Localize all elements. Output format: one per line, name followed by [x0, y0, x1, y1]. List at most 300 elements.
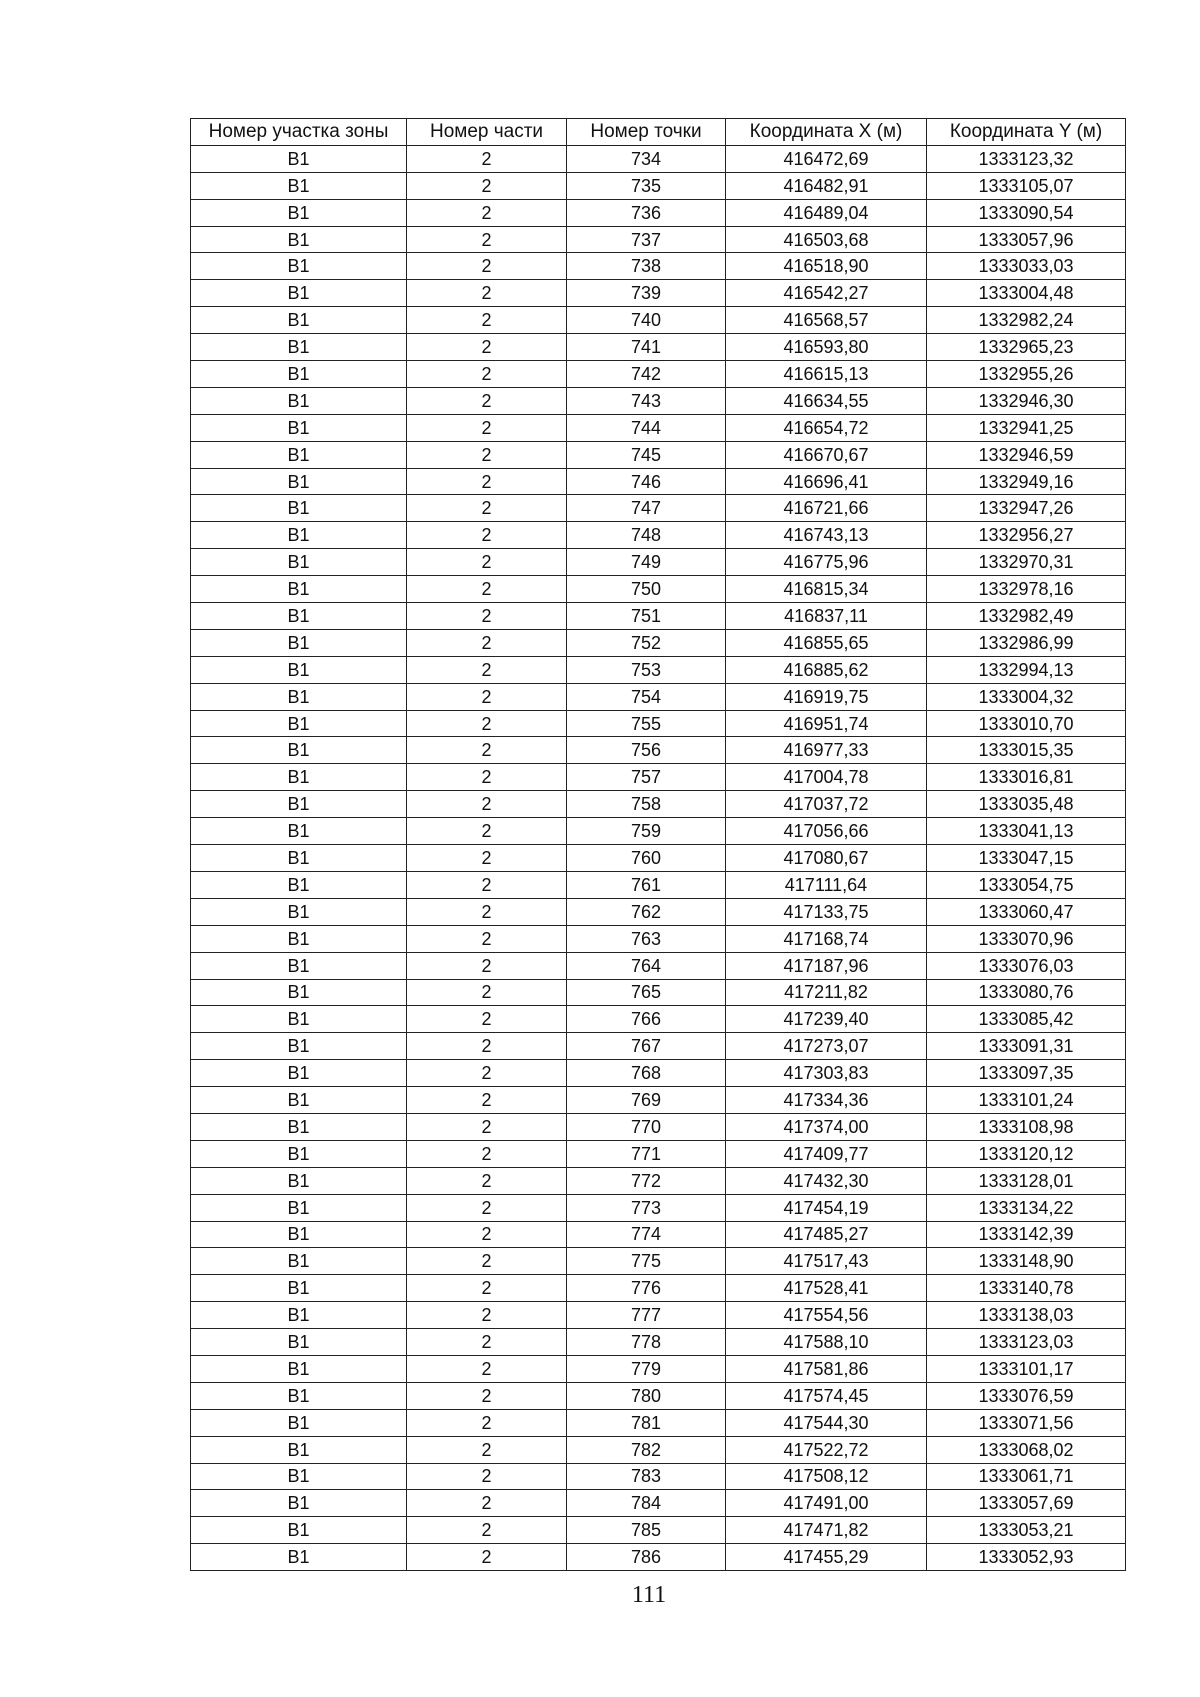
- cell-part-number: 2: [407, 172, 567, 199]
- table-row: [191, 1409, 1126, 1436]
- cell-zone-section: В1: [191, 1167, 407, 1194]
- cell-coordinate-y: 1333120,12: [927, 1140, 1126, 1167]
- cell-point-number: 761: [567, 871, 726, 898]
- table-row: [191, 791, 1126, 818]
- cell-coordinate-y: 1333004,48: [927, 280, 1126, 307]
- cell-part-number: 2: [407, 1517, 567, 1544]
- cell-coordinate-y: 1333035,48: [927, 791, 1126, 818]
- header-zone-section: Номер участка зоны: [191, 119, 407, 146]
- cell-part-number: 2: [407, 791, 567, 818]
- cell-zone-section: В1: [191, 845, 407, 872]
- cell-zone-section: В1: [191, 656, 407, 683]
- cell-point-number: 765: [567, 979, 726, 1006]
- table-row: [191, 495, 1126, 522]
- table-row: [191, 764, 1126, 791]
- cell-coordinate-y: 1333016,81: [927, 764, 1126, 791]
- cell-coordinate-x: 417037,72: [726, 791, 927, 818]
- cell-point-number: 746: [567, 468, 726, 495]
- table-row: [191, 737, 1126, 764]
- table-row: [191, 925, 1126, 952]
- cell-zone-section: В1: [191, 1194, 407, 1221]
- cell-point-number: 754: [567, 683, 726, 710]
- cell-coordinate-x: 417455,29: [726, 1544, 927, 1571]
- cell-part-number: 2: [407, 871, 567, 898]
- cell-coordinate-x: 417508,12: [726, 1463, 927, 1490]
- cell-coordinate-x: 417485,27: [726, 1221, 927, 1248]
- cell-coordinate-x: 417239,40: [726, 1006, 927, 1033]
- cell-zone-section: В1: [191, 468, 407, 495]
- cell-part-number: 2: [407, 1060, 567, 1087]
- cell-coordinate-x: 416568,57: [726, 307, 927, 334]
- cell-zone-section: В1: [191, 1033, 407, 1060]
- cell-zone-section: В1: [191, 1329, 407, 1356]
- cell-zone-section: В1: [191, 818, 407, 845]
- table-row: [191, 1275, 1126, 1302]
- cell-part-number: 2: [407, 495, 567, 522]
- cell-coordinate-x: 416919,75: [726, 683, 927, 710]
- table-body: [191, 145, 1126, 1570]
- cell-zone-section: В1: [191, 253, 407, 280]
- cell-coordinate-y: 1333148,90: [927, 1248, 1126, 1275]
- cell-zone-section: В1: [191, 172, 407, 199]
- table-row: [191, 441, 1126, 468]
- cell-point-number: 764: [567, 952, 726, 979]
- cell-point-number: 753: [567, 656, 726, 683]
- cell-part-number: 2: [407, 818, 567, 845]
- table-row: [191, 1436, 1126, 1463]
- cell-part-number: 2: [407, 253, 567, 280]
- cell-coordinate-y: 1333101,17: [927, 1355, 1126, 1382]
- cell-coordinate-x: 417303,83: [726, 1060, 927, 1087]
- cell-coordinate-x: 416593,80: [726, 334, 927, 361]
- cell-coordinate-y: 1333097,35: [927, 1060, 1126, 1087]
- cell-coordinate-x: 416634,55: [726, 387, 927, 414]
- header-coordinate-x: Координата X (м): [726, 119, 927, 146]
- cell-point-number: 777: [567, 1302, 726, 1329]
- cell-zone-section: В1: [191, 1490, 407, 1517]
- cell-point-number: 760: [567, 845, 726, 872]
- cell-part-number: 2: [407, 1275, 567, 1302]
- cell-part-number: 2: [407, 656, 567, 683]
- table-row: [191, 1221, 1126, 1248]
- cell-zone-section: В1: [191, 791, 407, 818]
- cell-zone-section: В1: [191, 1006, 407, 1033]
- cell-point-number: 739: [567, 280, 726, 307]
- table-row: [191, 1382, 1126, 1409]
- table-row: [191, 1517, 1126, 1544]
- cell-zone-section: В1: [191, 1140, 407, 1167]
- cell-zone-section: В1: [191, 522, 407, 549]
- cell-point-number: 751: [567, 603, 726, 630]
- table-row: [191, 226, 1126, 253]
- cell-zone-section: В1: [191, 1060, 407, 1087]
- cell-coordinate-x: 417522,72: [726, 1436, 927, 1463]
- cell-coordinate-x: 417491,00: [726, 1490, 927, 1517]
- cell-part-number: 2: [407, 145, 567, 172]
- cell-coordinate-y: 1333085,42: [927, 1006, 1126, 1033]
- cell-part-number: 2: [407, 414, 567, 441]
- cell-coordinate-x: 417588,10: [726, 1329, 927, 1356]
- cell-coordinate-y: 1333071,56: [927, 1409, 1126, 1436]
- cell-coordinate-x: 417554,56: [726, 1302, 927, 1329]
- cell-point-number: 749: [567, 549, 726, 576]
- cell-coordinate-x: 417544,30: [726, 1409, 927, 1436]
- cell-zone-section: В1: [191, 603, 407, 630]
- table-header: [191, 119, 1126, 146]
- cell-point-number: 747: [567, 495, 726, 522]
- cell-coordinate-x: 417471,82: [726, 1517, 927, 1544]
- cell-coordinate-x: 416670,67: [726, 441, 927, 468]
- cell-zone-section: В1: [191, 307, 407, 334]
- cell-coordinate-y: 1333123,03: [927, 1329, 1126, 1356]
- cell-part-number: 2: [407, 387, 567, 414]
- cell-coordinate-y: 1332956,27: [927, 522, 1126, 549]
- cell-part-number: 2: [407, 710, 567, 737]
- cell-point-number: 743: [567, 387, 726, 414]
- cell-part-number: 2: [407, 1302, 567, 1329]
- cell-part-number: 2: [407, 441, 567, 468]
- cell-coordinate-y: 1333076,59: [927, 1382, 1126, 1409]
- header-coordinate-y: Координата Y (м): [927, 119, 1126, 146]
- table-row: [191, 656, 1126, 683]
- table-row: [191, 629, 1126, 656]
- cell-coordinate-y: 1332986,99: [927, 629, 1126, 656]
- table-row: [191, 576, 1126, 603]
- table-row: [191, 1167, 1126, 1194]
- cell-coordinate-x: 417168,74: [726, 925, 927, 952]
- cell-coordinate-x: 417374,00: [726, 1113, 927, 1140]
- cell-part-number: 2: [407, 979, 567, 1006]
- cell-zone-section: В1: [191, 1382, 407, 1409]
- cell-point-number: 759: [567, 818, 726, 845]
- table-row: [191, 898, 1126, 925]
- cell-coordinate-y: 1332978,16: [927, 576, 1126, 603]
- table-row: [191, 818, 1126, 845]
- cell-part-number: 2: [407, 1113, 567, 1140]
- cell-zone-section: В1: [191, 1355, 407, 1382]
- cell-zone-section: В1: [191, 683, 407, 710]
- cell-point-number: 742: [567, 361, 726, 388]
- cell-point-number: 769: [567, 1087, 726, 1114]
- cell-part-number: 2: [407, 603, 567, 630]
- cell-coordinate-y: 1333004,32: [927, 683, 1126, 710]
- cell-point-number: 776: [567, 1275, 726, 1302]
- cell-zone-section: В1: [191, 441, 407, 468]
- table-row: [191, 683, 1126, 710]
- cell-part-number: 2: [407, 1140, 567, 1167]
- cell-coordinate-y: 1332955,26: [927, 361, 1126, 388]
- cell-zone-section: В1: [191, 226, 407, 253]
- table-row: [191, 1060, 1126, 1087]
- cell-coordinate-y: 1333123,32: [927, 145, 1126, 172]
- cell-part-number: 2: [407, 307, 567, 334]
- cell-part-number: 2: [407, 549, 567, 576]
- cell-part-number: 2: [407, 468, 567, 495]
- cell-zone-section: В1: [191, 414, 407, 441]
- table-row: [191, 871, 1126, 898]
- cell-point-number: 773: [567, 1194, 726, 1221]
- cell-point-number: 779: [567, 1355, 726, 1382]
- cell-part-number: 2: [407, 522, 567, 549]
- cell-zone-section: В1: [191, 871, 407, 898]
- cell-coordinate-x: 417056,66: [726, 818, 927, 845]
- cell-zone-section: В1: [191, 1544, 407, 1571]
- cell-coordinate-y: 1332982,49: [927, 603, 1126, 630]
- cell-coordinate-x: 417080,67: [726, 845, 927, 872]
- cell-point-number: 786: [567, 1544, 726, 1571]
- cell-coordinate-y: 1333090,54: [927, 199, 1126, 226]
- cell-coordinate-y: 1332941,25: [927, 414, 1126, 441]
- cell-coordinate-x: 417574,45: [726, 1382, 927, 1409]
- cell-part-number: 2: [407, 280, 567, 307]
- cell-point-number: 766: [567, 1006, 726, 1033]
- cell-point-number: 763: [567, 925, 726, 952]
- cell-coordinate-y: 1333033,03: [927, 253, 1126, 280]
- cell-coordinate-x: 417528,41: [726, 1275, 927, 1302]
- cell-point-number: 784: [567, 1490, 726, 1517]
- cell-coordinate-y: 1332970,31: [927, 549, 1126, 576]
- cell-part-number: 2: [407, 764, 567, 791]
- coordinates-table: [190, 118, 1126, 1571]
- cell-part-number: 2: [407, 226, 567, 253]
- cell-point-number: 771: [567, 1140, 726, 1167]
- cell-coordinate-y: 1333080,76: [927, 979, 1126, 1006]
- cell-zone-section: В1: [191, 1463, 407, 1490]
- table-row: [191, 334, 1126, 361]
- cell-part-number: 2: [407, 1463, 567, 1490]
- cell-coordinate-x: 416885,62: [726, 656, 927, 683]
- cell-part-number: 2: [407, 1006, 567, 1033]
- table-row: [191, 307, 1126, 334]
- cell-part-number: 2: [407, 1167, 567, 1194]
- table-row: [191, 199, 1126, 226]
- cell-part-number: 2: [407, 1221, 567, 1248]
- cell-coordinate-x: 417273,07: [726, 1033, 927, 1060]
- cell-coordinate-y: 1333041,13: [927, 818, 1126, 845]
- cell-zone-section: В1: [191, 1275, 407, 1302]
- cell-part-number: 2: [407, 1329, 567, 1356]
- header-row: [191, 119, 1126, 146]
- cell-zone-section: В1: [191, 361, 407, 388]
- cell-coordinate-y: 1332946,30: [927, 387, 1126, 414]
- cell-coordinate-y: 1333108,98: [927, 1113, 1126, 1140]
- cell-part-number: 2: [407, 683, 567, 710]
- cell-coordinate-y: 1333054,75: [927, 871, 1126, 898]
- table-row: [191, 1006, 1126, 1033]
- cell-point-number: 735: [567, 172, 726, 199]
- cell-coordinate-x: 416815,34: [726, 576, 927, 603]
- cell-coordinate-y: 1333057,96: [927, 226, 1126, 253]
- cell-zone-section: В1: [191, 898, 407, 925]
- cell-point-number: 740: [567, 307, 726, 334]
- cell-zone-section: В1: [191, 1087, 407, 1114]
- cell-zone-section: В1: [191, 1517, 407, 1544]
- table-row: [191, 1033, 1126, 1060]
- table-row: [191, 952, 1126, 979]
- cell-coordinate-x: 417409,77: [726, 1140, 927, 1167]
- cell-coordinate-x: 416743,13: [726, 522, 927, 549]
- cell-coordinate-y: 1333061,71: [927, 1463, 1126, 1490]
- table-row: [191, 1087, 1126, 1114]
- table-row: [191, 1140, 1126, 1167]
- cell-coordinate-y: 1333091,31: [927, 1033, 1126, 1060]
- cell-point-number: 775: [567, 1248, 726, 1275]
- cell-zone-section: В1: [191, 576, 407, 603]
- table-row: [191, 1463, 1126, 1490]
- cell-coordinate-y: 1332965,23: [927, 334, 1126, 361]
- cell-part-number: 2: [407, 952, 567, 979]
- table-row: [191, 549, 1126, 576]
- cell-part-number: 2: [407, 1436, 567, 1463]
- cell-coordinate-x: 416503,68: [726, 226, 927, 253]
- cell-coordinate-x: 416615,13: [726, 361, 927, 388]
- table-row: [191, 603, 1126, 630]
- cell-part-number: 2: [407, 1355, 567, 1382]
- cell-coordinate-y: 1333010,70: [927, 710, 1126, 737]
- cell-part-number: 2: [407, 925, 567, 952]
- cell-point-number: 772: [567, 1167, 726, 1194]
- table-row: [191, 387, 1126, 414]
- cell-point-number: 755: [567, 710, 726, 737]
- page-number: 111: [631, 1582, 667, 1608]
- cell-coordinate-y: 1333060,47: [927, 898, 1126, 925]
- cell-zone-section: В1: [191, 145, 407, 172]
- cell-coordinate-y: 1333128,01: [927, 1167, 1126, 1194]
- cell-part-number: 2: [407, 1194, 567, 1221]
- cell-coordinate-y: 1333053,21: [927, 1517, 1126, 1544]
- cell-point-number: 762: [567, 898, 726, 925]
- cell-coordinate-x: 416654,72: [726, 414, 927, 441]
- cell-part-number: 2: [407, 1033, 567, 1060]
- table-row: [191, 1544, 1126, 1571]
- cell-part-number: 2: [407, 1490, 567, 1517]
- cell-point-number: 785: [567, 1517, 726, 1544]
- cell-coordinate-y: 1333134,22: [927, 1194, 1126, 1221]
- cell-zone-section: В1: [191, 1113, 407, 1140]
- cell-point-number: 767: [567, 1033, 726, 1060]
- cell-coordinate-y: 1333047,15: [927, 845, 1126, 872]
- cell-coordinate-x: 417454,19: [726, 1194, 927, 1221]
- cell-coordinate-y: 1332949,16: [927, 468, 1126, 495]
- cell-zone-section: В1: [191, 1302, 407, 1329]
- cell-part-number: 2: [407, 1409, 567, 1436]
- cell-part-number: 2: [407, 576, 567, 603]
- cell-coordinate-x: 416837,11: [726, 603, 927, 630]
- cell-part-number: 2: [407, 1382, 567, 1409]
- cell-coordinate-x: 417211,82: [726, 979, 927, 1006]
- table-row: [191, 845, 1126, 872]
- cell-coordinate-y: 1333070,96: [927, 925, 1126, 952]
- cell-part-number: 2: [407, 629, 567, 656]
- cell-point-number: 757: [567, 764, 726, 791]
- cell-zone-section: В1: [191, 199, 407, 226]
- cell-coordinate-x: 417004,78: [726, 764, 927, 791]
- cell-coordinate-x: 417133,75: [726, 898, 927, 925]
- cell-part-number: 2: [407, 898, 567, 925]
- cell-coordinate-x: 416696,41: [726, 468, 927, 495]
- cell-point-number: 752: [567, 629, 726, 656]
- cell-zone-section: В1: [191, 495, 407, 522]
- cell-point-number: 783: [567, 1463, 726, 1490]
- table-row: [191, 1113, 1126, 1140]
- cell-part-number: 2: [407, 1087, 567, 1114]
- cell-zone-section: В1: [191, 952, 407, 979]
- table-row: [191, 145, 1126, 172]
- cell-point-number: 782: [567, 1436, 726, 1463]
- table-row: [191, 1355, 1126, 1382]
- cell-point-number: 774: [567, 1221, 726, 1248]
- cell-coordinate-x: 416489,04: [726, 199, 927, 226]
- cell-coordinate-y: 1333076,03: [927, 952, 1126, 979]
- cell-zone-section: В1: [191, 737, 407, 764]
- cell-coordinate-x: 416542,27: [726, 280, 927, 307]
- table-row: [191, 1194, 1126, 1221]
- cell-coordinate-x: 417187,96: [726, 952, 927, 979]
- cell-zone-section: В1: [191, 979, 407, 1006]
- cell-coordinate-x: 417432,30: [726, 1167, 927, 1194]
- table-row: [191, 414, 1126, 441]
- cell-coordinate-y: 1333140,78: [927, 1275, 1126, 1302]
- cell-point-number: 778: [567, 1329, 726, 1356]
- cell-coordinate-y: 1333138,03: [927, 1302, 1126, 1329]
- cell-part-number: 2: [407, 199, 567, 226]
- cell-point-number: 750: [567, 576, 726, 603]
- cell-coordinate-x: 417334,36: [726, 1087, 927, 1114]
- cell-part-number: 2: [407, 1248, 567, 1275]
- cell-point-number: 737: [567, 226, 726, 253]
- cell-zone-section: В1: [191, 1409, 407, 1436]
- cell-point-number: 734: [567, 145, 726, 172]
- table-row: [191, 979, 1126, 1006]
- cell-part-number: 2: [407, 845, 567, 872]
- cell-point-number: 744: [567, 414, 726, 441]
- cell-point-number: 741: [567, 334, 726, 361]
- cell-zone-section: В1: [191, 1221, 407, 1248]
- cell-zone-section: В1: [191, 334, 407, 361]
- table-row: [191, 1302, 1126, 1329]
- cell-coordinate-x: 416855,65: [726, 629, 927, 656]
- cell-point-number: 745: [567, 441, 726, 468]
- cell-coordinate-y: 1333015,35: [927, 737, 1126, 764]
- cell-coordinate-x: 417581,86: [726, 1355, 927, 1382]
- table-row: [191, 253, 1126, 280]
- cell-coordinate-x: 416775,96: [726, 549, 927, 576]
- table-row: [191, 710, 1126, 737]
- cell-zone-section: В1: [191, 710, 407, 737]
- cell-zone-section: В1: [191, 764, 407, 791]
- table-row: [191, 280, 1126, 307]
- cell-zone-section: В1: [191, 925, 407, 952]
- cell-zone-section: В1: [191, 1248, 407, 1275]
- table-row: [191, 522, 1126, 549]
- cell-zone-section: В1: [191, 387, 407, 414]
- cell-point-number: 770: [567, 1113, 726, 1140]
- cell-coordinate-y: 1333105,07: [927, 172, 1126, 199]
- cell-coordinate-y: 1332946,59: [927, 441, 1126, 468]
- cell-coordinate-x: 416721,66: [726, 495, 927, 522]
- table-row: [191, 361, 1126, 388]
- table-row: [191, 172, 1126, 199]
- cell-coordinate-y: 1333057,69: [927, 1490, 1126, 1517]
- cell-coordinate-y: 1333068,02: [927, 1436, 1126, 1463]
- header-part-number: Номер части: [407, 119, 567, 146]
- cell-part-number: 2: [407, 737, 567, 764]
- cell-coordinate-x: 416482,91: [726, 172, 927, 199]
- cell-point-number: 738: [567, 253, 726, 280]
- cell-coordinate-y: 1332947,26: [927, 495, 1126, 522]
- cell-point-number: 768: [567, 1060, 726, 1087]
- cell-coordinate-y: 1333142,39: [927, 1221, 1126, 1248]
